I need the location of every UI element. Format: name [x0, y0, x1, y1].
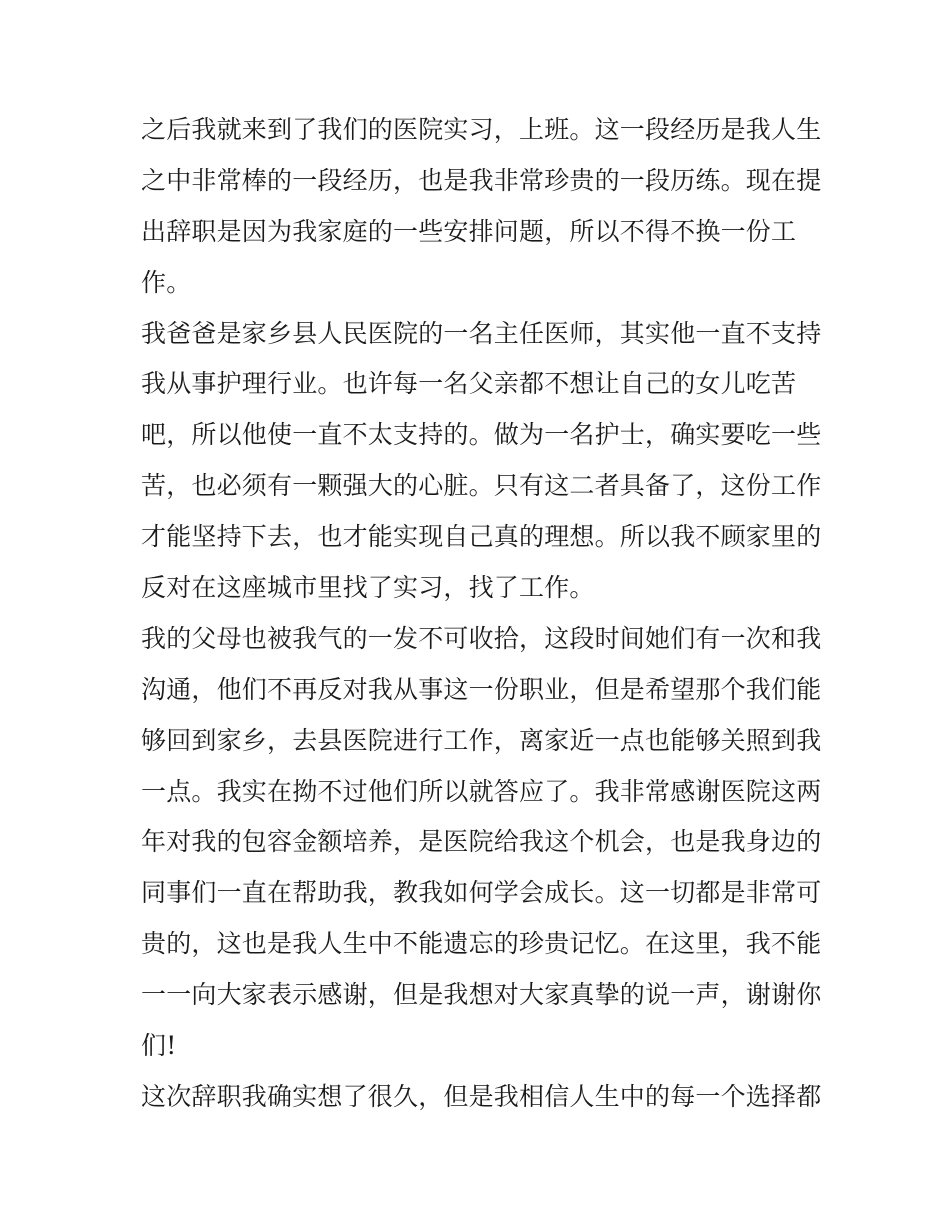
text-line: 出辞职是因为我家庭的一些安排问题，所以不得不换一份工	[141, 216, 797, 246]
text-line: 我爸爸是家乡县人民医院的一名主任医师，其实他一直不支持	[141, 318, 822, 348]
paragraph	[141, 108, 822, 312]
text-line: 之后我就来到了我们的医院实习，上班。这一段经历是我人生	[141, 115, 822, 144]
text-line: 反对在这座城市里找了实习，找了工作。	[141, 573, 595, 603]
paragraph	[141, 617, 822, 1075]
paragraph	[141, 1075, 822, 1126]
text-line: 贵的，这也是我人生中不能遗忘的珍贵记忆。在这里，我不能	[141, 929, 822, 959]
text-line: 同事们一直在帮助我，教我如何学会成长。这一切都是非常可	[141, 878, 822, 908]
text-line: 沟通，他们不再反对我从事这一份职业，但是希望那个我们能	[141, 674, 822, 704]
text-line: 一一向大家表示感谢，但是我想对大家真挚的说一声，谢谢你	[141, 980, 822, 1010]
text-line: 我的父母也被我气的一发不可收拾，这段时间她们有一次和我	[141, 623, 822, 653]
text-line: 们!	[141, 1031, 177, 1061]
paragraph	[141, 312, 822, 617]
text-line: 一点。我实在拗不过他们所以就答应了。我非常感谢医院这两	[141, 776, 822, 806]
text-line: 我从事护理行业。也许每一名父亲都不想让自己的女儿吃苦	[141, 369, 797, 399]
text-line: 吧，所以他使一直不太支持的。做为一名护士，确实要吃一些	[141, 420, 822, 450]
text-line: 作。	[141, 267, 192, 297]
text-line: 之中非常棒的一段经历，也是我非常珍贵的一段历练。现在提	[141, 165, 822, 195]
text-line: 才能坚持下去，也才能实现自己真的理想。所以我不顾家里的	[141, 522, 822, 552]
document-body	[141, 108, 822, 1126]
text-line: 年对我的包容金额培养，是医院给我这个机会，也是我身边的	[141, 827, 822, 857]
text-line: 苦，也必须有一颗强大的心脏。只有这二者具备了，这份工作	[141, 471, 822, 501]
text-line: 这次辞职我确实想了很久，但是我相信人生中的每一个选择都	[141, 1081, 822, 1111]
text-line: 够回到家乡，去县医院进行工作，离家近一点也能够关照到我	[141, 725, 822, 755]
